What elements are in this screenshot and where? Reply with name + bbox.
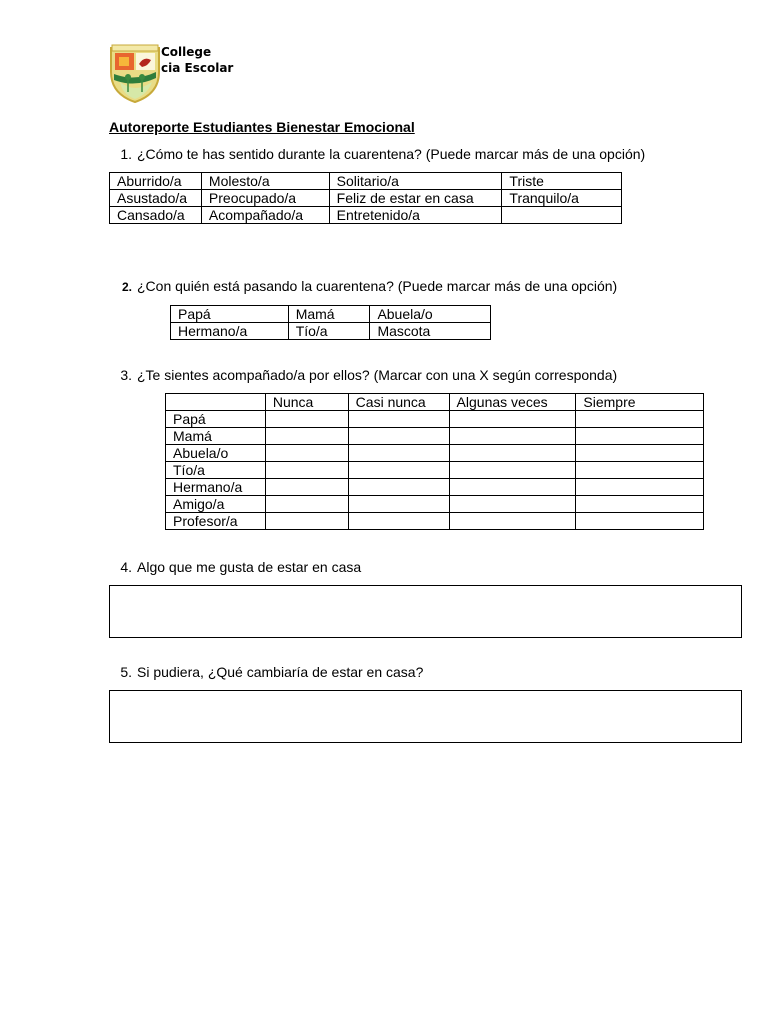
table-row — [171, 323, 491, 340]
question-4 — [110, 559, 362, 575]
answer-cell[interactable] — [576, 479, 704, 496]
companion-option[interactable]: Papá — [171, 306, 289, 323]
answer-cell[interactable] — [265, 496, 348, 513]
feeling-option[interactable]: Feliz de estar en casa — [329, 190, 502, 207]
feeling-option[interactable]: Entretenido/a — [329, 207, 502, 224]
column-header — [166, 394, 266, 411]
question-1-text: ¿Cómo te has sentido durante la cuarentena? (Puede marcar más de una opción) — [137, 146, 646, 162]
companion-option[interactable]: Mamá — [288, 306, 370, 323]
row-label: Tío/a — [166, 462, 266, 479]
question-5 — [110, 664, 424, 680]
companion-option[interactable]: Hermano/a — [171, 323, 289, 340]
question-5-text: Si pudiera, ¿Qué cambiaría de estar en casa? — [137, 664, 424, 680]
companion-option[interactable]: Tío/a — [288, 323, 370, 340]
answer-cell[interactable] — [265, 513, 348, 530]
question-2-text: ¿Con quién está pasando la cuarentena? (Puede marcar más de una opción) — [137, 278, 618, 294]
answer-cell[interactable] — [449, 428, 576, 445]
feeling-option[interactable]: Aburrido/a — [110, 173, 202, 190]
answer-cell[interactable] — [265, 462, 348, 479]
row-label: Abuela/o — [166, 445, 266, 462]
row-label: Amigo/a — [166, 496, 266, 513]
feeling-option[interactable]: Solitario/a — [329, 173, 502, 190]
feeling-option[interactable]: Cansado/a — [110, 207, 202, 224]
row-label: Papá — [166, 411, 266, 428]
answer-cell[interactable] — [576, 513, 704, 530]
answer-cell[interactable] — [576, 411, 704, 428]
answer-cell[interactable] — [265, 411, 348, 428]
row-label: Mamá — [166, 428, 266, 445]
question-4-text: Algo que me gusta de estar en casa — [137, 559, 362, 575]
answer-cell[interactable] — [449, 462, 576, 479]
feeling-option[interactable]: Tranquilo/a — [502, 190, 622, 207]
table-row — [166, 428, 704, 445]
answer-cell[interactable] — [265, 428, 348, 445]
feeling-option[interactable]: Acompañado/a — [201, 207, 329, 224]
question-3 — [110, 367, 618, 383]
answer-cell[interactable] — [348, 513, 449, 530]
answer-box-4[interactable] — [109, 585, 742, 638]
table-row — [166, 445, 704, 462]
question-1-number: 1. — [120, 146, 132, 162]
answer-cell[interactable] — [265, 445, 348, 462]
feeling-option-empty[interactable] — [502, 207, 622, 224]
table-row — [110, 190, 622, 207]
question-2 — [110, 278, 618, 294]
question-3-text: ¿Te sientes acompañado/a por ellos? (Marcar con una X según corresponda) — [137, 367, 618, 383]
answer-cell[interactable] — [449, 411, 576, 428]
answer-cell[interactable] — [576, 445, 704, 462]
question-4-number: 4. — [120, 559, 132, 575]
answer-cell[interactable] — [576, 462, 704, 479]
table-row — [110, 173, 622, 190]
table-row — [166, 411, 704, 428]
answer-cell[interactable] — [348, 445, 449, 462]
support-frequency-table — [165, 393, 704, 530]
feelings-table — [109, 172, 622, 224]
row-label: Profesor/a — [166, 513, 266, 530]
answer-cell[interactable] — [449, 479, 576, 496]
answer-cell[interactable] — [449, 496, 576, 513]
answer-cell[interactable] — [348, 496, 449, 513]
table-row — [166, 479, 704, 496]
column-header: Siempre — [576, 394, 704, 411]
table-header-row — [166, 394, 704, 411]
school-crest-logo — [108, 42, 162, 104]
column-header: Nunca — [265, 394, 348, 411]
answer-cell[interactable] — [348, 479, 449, 496]
column-header: Casi nunca — [348, 394, 449, 411]
answer-cell[interactable] — [348, 411, 449, 428]
row-label: Hermano/a — [166, 479, 266, 496]
question-2-number: 2. — [121, 280, 132, 294]
table-row — [166, 513, 704, 530]
school-name-line2: cia Escolar — [161, 61, 234, 75]
feeling-option[interactable]: Asustado/a — [110, 190, 202, 207]
table-row — [166, 496, 704, 513]
answer-cell[interactable] — [576, 428, 704, 445]
answer-cell[interactable] — [348, 462, 449, 479]
document-title: Autoreporte Estudiantes Bienestar Emocional — [109, 119, 415, 135]
table-row — [171, 306, 491, 323]
feeling-option[interactable]: Triste — [502, 173, 622, 190]
question-1 — [110, 146, 646, 162]
question-5-number: 5. — [120, 664, 132, 680]
table-row — [166, 462, 704, 479]
column-header: Algunas veces — [449, 394, 576, 411]
answer-cell[interactable] — [348, 428, 449, 445]
answer-box-5[interactable] — [109, 690, 742, 743]
school-name-line1: College — [161, 45, 212, 59]
answer-cell[interactable] — [449, 445, 576, 462]
answer-cell[interactable] — [449, 513, 576, 530]
feeling-option[interactable]: Molesto/a — [201, 173, 329, 190]
companion-option[interactable]: Mascota — [370, 323, 491, 340]
feeling-option[interactable]: Preocupado/a — [201, 190, 329, 207]
companion-option[interactable]: Abuela/o — [370, 306, 491, 323]
answer-cell[interactable] — [576, 496, 704, 513]
question-3-number: 3. — [120, 367, 132, 383]
companions-table — [170, 305, 491, 340]
school-name — [161, 44, 233, 76]
answer-cell[interactable] — [265, 479, 348, 496]
table-row — [110, 207, 622, 224]
